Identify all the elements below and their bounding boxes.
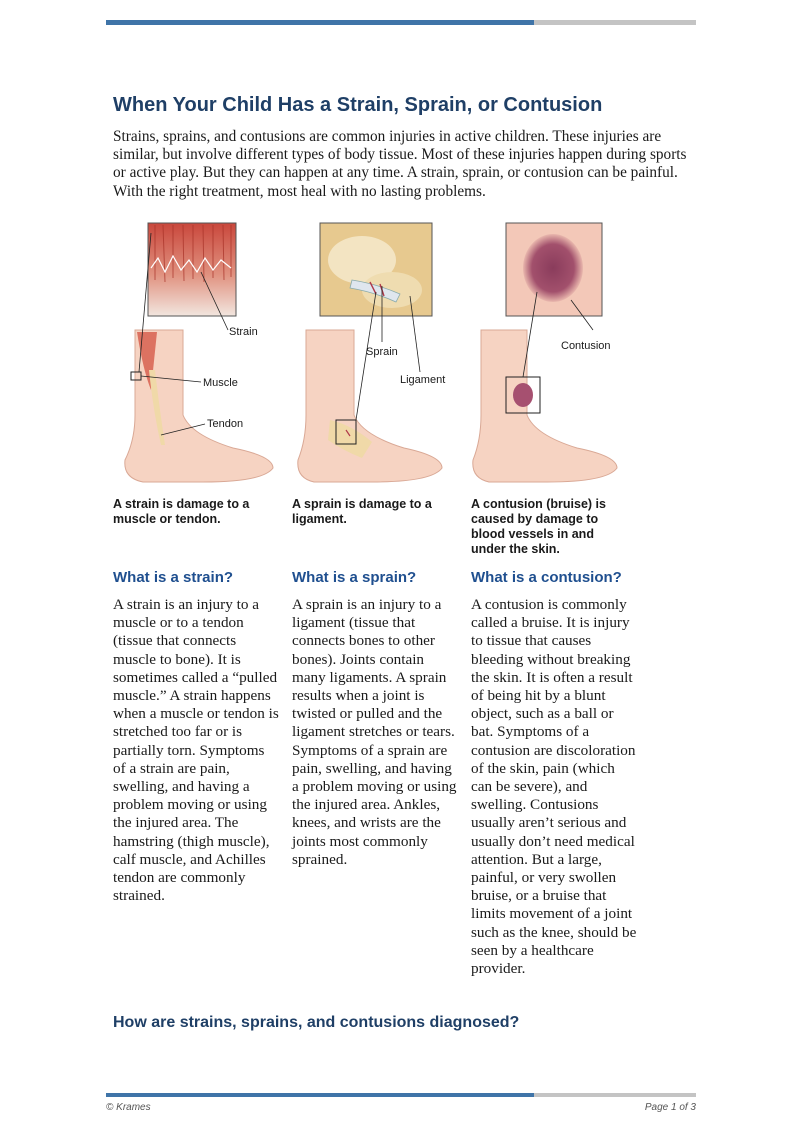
contusion-caption: A contusion (bruise) is caused by damage to blood vessels in and under the skin. — [471, 497, 606, 556]
sprain-body: A sprain is an injury to a ligament (tissue that connects bones to other bones). Joints contain many ligaments. A sprain results when a joint is twisted or pulled and the ligament stretches or tears. Symptoms of a sprain are pain, swelling, and having a problem moving or using the injured area. Ankles, knees, and wrists are the joints most commonly sprained. — [292, 596, 457, 868]
label-muscle: Muscle — [203, 377, 238, 389]
sprain-heading: What is a sprain? — [292, 569, 417, 586]
label-contusion: Contusion — [561, 340, 611, 352]
contusion-illustration — [471, 220, 647, 490]
label-strain: Strain — [229, 326, 258, 338]
diagnosis-heading: How are strains, sprains, and contusions diagnosed? — [113, 1014, 520, 1031]
page-title: When Your Child Has a Strain, Sprain, or Contusion — [113, 94, 603, 116]
top-rule — [106, 20, 696, 25]
footer-page-number: Page 1 of 3 — [644, 1102, 696, 1113]
contusion-heading: What is a contusion? — [471, 569, 622, 586]
footer-copyright: © Krames — [106, 1102, 151, 1113]
contusion-body: A contusion is commonly called a bruise. It is injury to tissue that causes bleeding without breaking the skin. It is often a result of being hit by a blunt object, such as a ball or bat. Symptoms of a contusion are discoloration of the skin, pain (which can be severe), and swelling. Contusions usually aren’t serious and usually don’t need medical attention. But a large, painful, or very swollen bruise, or a bruise that limits movement of a joint such as the knee, should be seen by a healthcare provider. — [471, 596, 637, 978]
strain-heading: What is a strain? — [113, 569, 234, 586]
label-ligament: Ligament — [400, 374, 446, 386]
sprain-illustration — [292, 220, 468, 490]
label-tendon: Tendon — [207, 418, 244, 430]
strain-caption: A strain is damage to a muscle or tendon. — [113, 497, 250, 526]
strain-body: A strain is an injury to a muscle or to a tendon (tissue that connects muscle to bone). It is sometimes called a “pulled muscle.” A strain happens when a muscle or tendon is stretched too far or is partially torn. Symptoms of a strain are pain, swelling, and having a problem moving or using the injured area. The hamstring (thigh muscle), calf muscle, and Achilles tendon are commonly strained. — [113, 596, 279, 905]
bottom-rule — [106, 1093, 696, 1097]
label-sprain: Sprain — [366, 346, 398, 358]
sprain-caption: A sprain is damage to a ligament. — [292, 497, 432, 526]
strain-illustration — [113, 220, 289, 490]
intro-paragraph: Strains, sprains, and contusions are common injuries in active children. These injuries are similar, but involve different types of body tissue. Most of these injuries happen during sports or active play. But they can happen at any time. A strain, sprain, or contusion can be painful. With the right treatment, most heal with no lasting problems. — [113, 128, 687, 200]
